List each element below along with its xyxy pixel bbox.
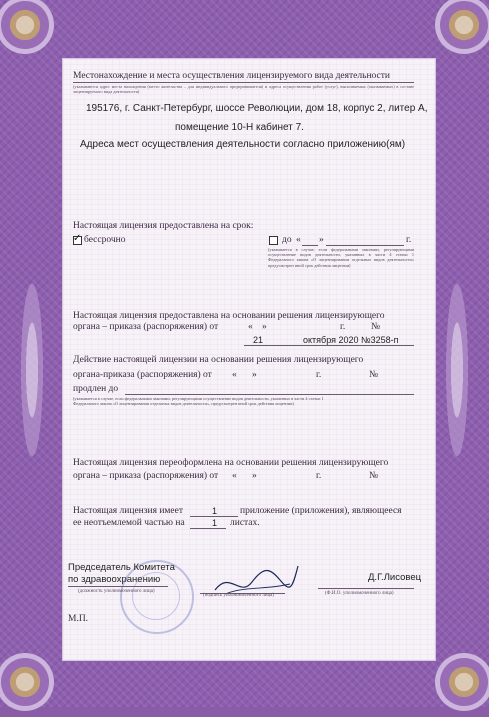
signatory-name: Д.Г.Лисовец — [368, 572, 422, 583]
term-heading: Настоящая лицензия предоставлена на срок: — [73, 221, 254, 231]
extension-quote-open: « — [232, 370, 237, 380]
basis-date-number: октября 2020 №3258-п — [303, 335, 399, 345]
indefinite-label: бессрочно — [84, 235, 126, 245]
location-note: (указываются адрес места нахождения (место жительства – для индивидуального предпринимателя) и адреса осуществления работ (услуг), выполняемых (оказываемых) в составе лицензируемого вида деятельности) — [73, 84, 414, 95]
appendix-line-1-suffix: приложение (приложения), являющееся — [240, 506, 402, 516]
reissue-quote-close: » — [252, 471, 257, 481]
until-year-suffix: г. — [406, 235, 412, 245]
appendix-count-2: 1 — [212, 518, 218, 528]
basis-day: 21 — [253, 335, 264, 345]
side-ornament-left — [18, 260, 46, 480]
address-line-3: Адреса мест осуществления деятельности согласно приложению(ям) — [80, 139, 406, 150]
basis-quote-open: « — [248, 322, 253, 332]
basis-number-label: № — [371, 322, 381, 332]
appendix-line-1-prefix: Настоящая лицензия имеет — [73, 506, 184, 516]
appendix-line-2-suffix: листах. — [230, 518, 260, 528]
checkmark-icon: ✓ — [73, 233, 82, 244]
name-caption: (Ф.И.О. уполномоченного лица) — [325, 591, 394, 596]
until-label: до — [282, 235, 292, 245]
address-line-1: 195176, г. Санкт-Петербург, шоссе Революции, дом 18, корпус 2, литер А, — [86, 103, 428, 114]
reissue-line-1: Настоящая лицензия переоформлена на основании решения лицензирующего — [73, 458, 389, 468]
appendix-count-1: 1 — [212, 506, 218, 516]
appendix-count-1-line — [190, 516, 238, 517]
until-date-line — [326, 245, 404, 246]
until-checkbox[interactable] — [269, 236, 278, 245]
basis-year-suffix: г. — [340, 322, 346, 332]
basis-line-1: Настоящая лицензия предоставлена на основании решения лицензирующего — [73, 311, 385, 321]
until-note: (указывается в случае, если федеральными законами, регулирующими осуществление видов деятельности, указанных в части 4 статьи 1 Федерального закона «О лицензировании отдельных видов деятельности» предусмотрен иной срок действия лицензии) — [268, 247, 414, 268]
until-quote-close: » — [319, 235, 324, 245]
extension-year-suffix: г. — [316, 370, 322, 380]
basis-quote-close: » — [262, 322, 267, 332]
name-underline — [318, 588, 414, 589]
reissue-year-suffix: г. — [316, 471, 322, 481]
position-caption: (должность уполномоченного лица) — [78, 589, 155, 594]
reissue-quote-open: « — [232, 471, 237, 481]
position-line-2: по здравоохранению — [68, 574, 161, 585]
side-ornament-right — [443, 260, 471, 480]
appendix-count-2-line — [190, 528, 226, 529]
location-heading-underline — [73, 82, 414, 83]
address-line-2: помещение 10-Н кабинет 7. — [175, 122, 304, 133]
position-line-1: Председатель Комитета — [68, 562, 175, 573]
location-heading: Местонахождение и места осуществления лицензируемого вида деятельности — [73, 71, 390, 81]
appendix-line-2-prefix: ее неотъемлемой частью на — [73, 518, 185, 528]
extension-line-2-prefix: органа-приказа (распоряжения) от — [73, 370, 212, 380]
reissue-line-2-prefix: органа – приказа (распоряжения) от — [73, 471, 219, 481]
signature-caption: (подпись уполномоченного лица) — [203, 593, 275, 598]
extension-quote-close: » — [252, 370, 257, 380]
until-day-line — [302, 245, 318, 246]
basis-fill-line — [244, 345, 414, 346]
extension-number-label: № — [369, 370, 379, 380]
extension-note: (указывается в случае, если федеральными законами, регулирующими осуществление видов деятельности, указанных в части 4 статьи 1 Федерального закона «О лицензировании отдельных видов деятельности», предусмотрен иной срок действия лицензии) — [73, 396, 324, 407]
seal-label: М.П. — [68, 614, 89, 624]
basis-line-2-prefix: органа – приказа (распоряжения) от — [73, 322, 219, 332]
until-quote-open: « — [296, 235, 301, 245]
extension-fill-line — [125, 394, 414, 395]
position-underline — [68, 586, 168, 587]
extension-line-3: продлен до — [73, 384, 119, 394]
extension-line-1: Действие настоящей лицензии на основании решения лицензирующего — [73, 355, 364, 365]
reissue-number-label: № — [369, 471, 379, 481]
